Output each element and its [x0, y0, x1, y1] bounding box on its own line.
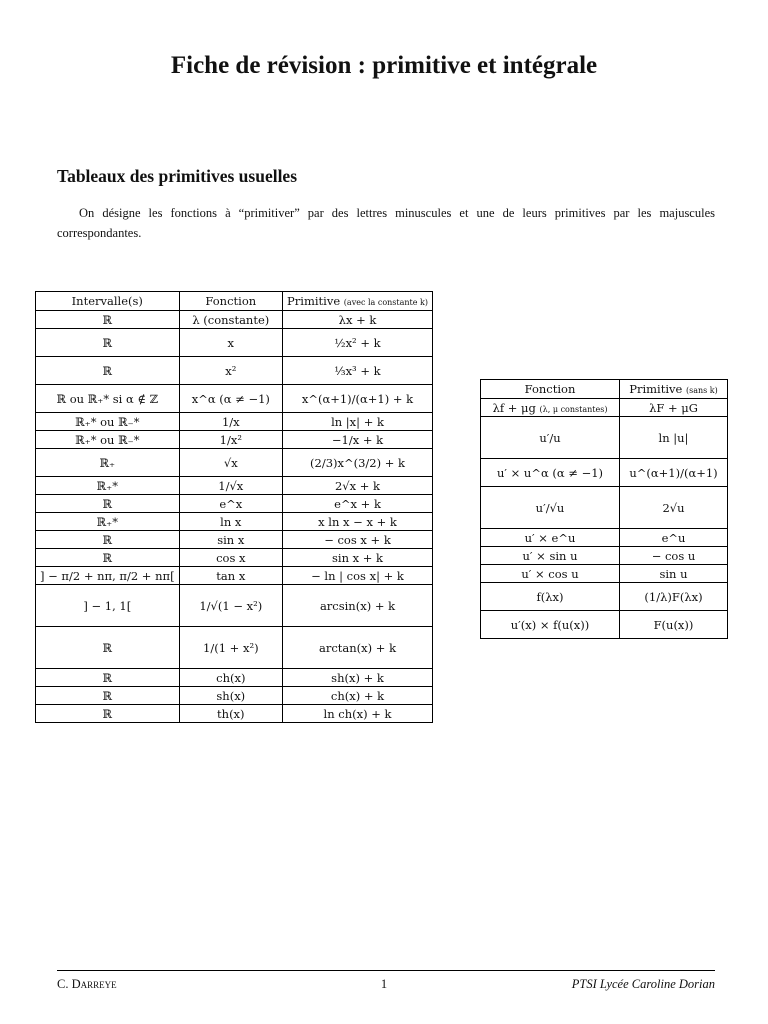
interval-cell: ] − π/2 + nπ, π/2 + nπ[ [36, 567, 180, 585]
function-cell: e^x [179, 495, 282, 513]
column-header-function: Fonction [481, 380, 620, 399]
table-row [36, 385, 433, 413]
function-cell: 1/(1 + x²) [179, 627, 282, 669]
usual-primitives-table-body [36, 311, 433, 723]
primitive-cell: x^(α+1)/(α+1) + k [283, 385, 433, 413]
usual-primitives-table [35, 291, 433, 723]
table-row [36, 531, 433, 549]
interval-cell: ℝ [36, 705, 180, 723]
function-cell: √x [179, 449, 282, 477]
primitive-cell: e^x + k [283, 495, 433, 513]
function-expression: u′ × sin u [522, 548, 578, 563]
column-header-primitive [283, 292, 433, 311]
primitive-cell: λF + μG [620, 399, 728, 417]
table-row [36, 513, 433, 531]
interval-cell: ℝ [36, 627, 180, 669]
column-header-interval: Intervalle(s) [36, 292, 180, 311]
table-row [36, 549, 433, 567]
table-row [36, 329, 433, 357]
function-cell: ln x [179, 513, 282, 531]
function-cell: x² [179, 357, 282, 385]
primitive-cell: e^u [620, 529, 728, 547]
table-row [36, 495, 433, 513]
function-cell [481, 399, 620, 417]
table-row [36, 567, 433, 585]
table-row [36, 477, 433, 495]
table-row [36, 687, 433, 705]
table-row [36, 627, 433, 669]
interval-cell: ℝ [36, 329, 180, 357]
table-row [481, 459, 728, 487]
function-note: (λ, μ constantes) [539, 404, 608, 414]
primitive-header-note: (avec la constante k) [343, 298, 428, 307]
table-row [481, 547, 728, 565]
primitive-cell: 2√u [620, 487, 728, 529]
primitive-cell: sin u [620, 565, 728, 583]
table-row [481, 611, 728, 639]
interval-cell: ] − 1, 1[ [36, 585, 180, 627]
interval-cell: ℝ₊ [36, 449, 180, 477]
function-cell [481, 417, 620, 459]
function-cell [481, 529, 620, 547]
table-row [36, 413, 433, 431]
function-cell: λ (constante) [179, 311, 282, 329]
interval-cell: ℝ [36, 687, 180, 705]
interval-cell: ℝ₊* [36, 513, 180, 531]
function-cell: sh(x) [179, 687, 282, 705]
function-cell: 1/x² [179, 431, 282, 449]
interval-cell: ℝ₊* [36, 477, 180, 495]
function-cell: 1/√x [179, 477, 282, 495]
primitive-cell: − ln | cos x| + k [283, 567, 433, 585]
function-cell: ch(x) [179, 669, 282, 687]
operations-primitives-table [480, 379, 728, 639]
table-row [36, 357, 433, 385]
function-cell [481, 565, 620, 583]
interval-cell: ℝ [36, 311, 180, 329]
operations-primitives-table-body [481, 399, 728, 639]
table-row [36, 449, 433, 477]
function-cell: sin x [179, 531, 282, 549]
primitive-cell: (1/λ)F(λx) [620, 583, 728, 611]
primitive-cell: u^(α+1)/(α+1) [620, 459, 728, 487]
footer-rule [57, 970, 715, 971]
interval-cell: ℝ [36, 549, 180, 567]
primitive-cell: arctan(x) + k [283, 627, 433, 669]
footer-author: C. Darreye [57, 977, 117, 991]
intro-paragraph: On désigne les fonctions à “primitiver” par des lettres minuscules et une de leurs primitives par les majuscules correspondantes. [57, 206, 715, 240]
function-cell [481, 547, 620, 565]
table-row [481, 565, 728, 583]
primitive-cell: λx + k [283, 311, 433, 329]
primitive-cell: sh(x) + k [283, 669, 433, 687]
function-expression: u′/u [539, 430, 561, 445]
table-row [36, 311, 433, 329]
interval-cell: ℝ₊* ou ℝ₋* [36, 431, 180, 449]
section-heading: Tableaux des primitives usuelles [57, 166, 298, 186]
function-expression: u′/√u [535, 500, 565, 515]
function-cell [481, 487, 620, 529]
footer-page-number: 1 [380, 977, 388, 991]
function-cell: tan x [179, 567, 282, 585]
function-expression: u′(x) × f(u(x)) [510, 617, 590, 632]
function-cell [481, 583, 620, 611]
table-row [36, 669, 433, 687]
page-title: Fiche de révision : primitive et intégrale [170, 52, 598, 79]
column-header-primitive [620, 380, 728, 399]
table-row [481, 529, 728, 547]
function-cell [481, 459, 620, 487]
column-header-function: Fonction [179, 292, 282, 311]
primitive-cell: ½x² + k [283, 329, 433, 357]
function-cell: x [179, 329, 282, 357]
primitive-cell: −1/x + k [283, 431, 433, 449]
function-cell: 1/x [179, 413, 282, 431]
primitive-cell: ln |u| [620, 417, 728, 459]
interval-cell: ℝ [36, 669, 180, 687]
primitive-cell: ln ch(x) + k [283, 705, 433, 723]
table-row [36, 705, 433, 723]
primitive-cell: ⅓x³ + k [283, 357, 433, 385]
table-row [481, 417, 728, 459]
function-cell [481, 611, 620, 639]
primitive-cell: x ln x − x + k [283, 513, 433, 531]
table-header-row [36, 292, 433, 311]
interval-cell: ℝ₊* ou ℝ₋* [36, 413, 180, 431]
function-cell: cos x [179, 549, 282, 567]
primitive-cell: − cos x + k [283, 531, 433, 549]
function-expression: u′ × u^α (α ≠ −1) [496, 465, 604, 480]
primitive-header-note: (sans k) [686, 386, 718, 395]
table-row [36, 585, 433, 627]
primitive-cell: ch(x) + k [283, 687, 433, 705]
function-cell: 1/√(1 − x²) [179, 585, 282, 627]
interval-cell: ℝ [36, 495, 180, 513]
function-cell: x^α (α ≠ −1) [179, 385, 282, 413]
interval-cell: ℝ ou ℝ₊* si α ∉ ℤ [36, 385, 180, 413]
primitive-header-label: Primitive [629, 382, 683, 396]
primitive-cell: 2√x + k [283, 477, 433, 495]
footer-school: PTSI Lycée Caroline Dorian [571, 977, 715, 991]
table-row [481, 487, 728, 529]
primitive-cell: arcsin(x) + k [283, 585, 433, 627]
primitive-cell: F(u(x)) [620, 611, 728, 639]
primitive-cell: − cos u [620, 547, 728, 565]
table-header-row [481, 380, 728, 399]
primitive-header-label: Primitive [287, 294, 341, 308]
primitive-cell: ln |x| + k [283, 413, 433, 431]
table-row [481, 583, 728, 611]
primitive-cell: sin x + k [283, 549, 433, 567]
interval-cell: ℝ [36, 531, 180, 549]
function-expression: u′ × cos u [521, 566, 579, 581]
table-row [36, 431, 433, 449]
function-expression: u′ × e^u [524, 530, 576, 545]
table-row [481, 399, 728, 417]
interval-cell: ℝ [36, 357, 180, 385]
function-cell: th(x) [179, 705, 282, 723]
function-expression: f(λx) [536, 589, 564, 604]
function-expression: λf + μg [492, 400, 536, 415]
primitive-cell: (2/3)x^(3/2) + k [283, 449, 433, 477]
